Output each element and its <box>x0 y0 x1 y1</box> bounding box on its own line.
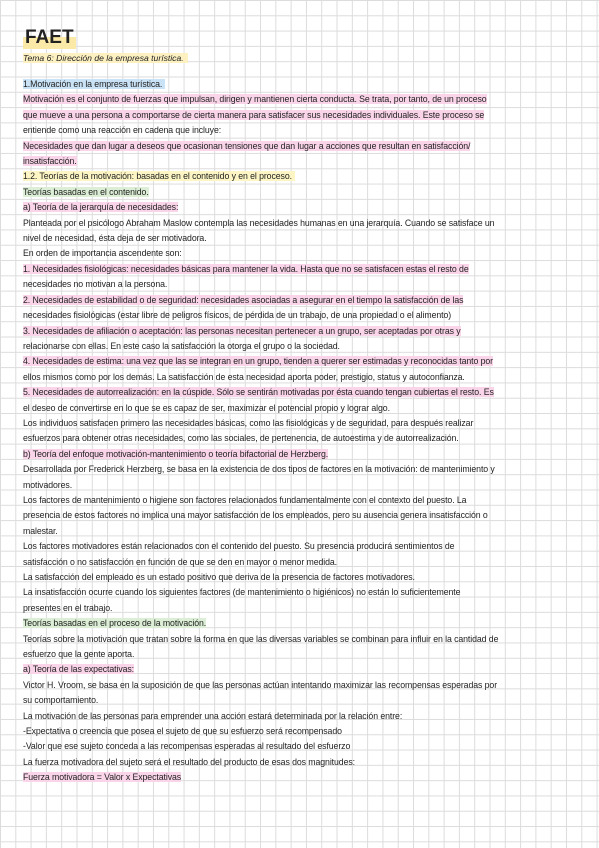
text-line-content: -Expectativa o creencia que posea el sujeto de que su esfuerzo será recompensado <box>23 726 342 737</box>
title-text: FAET <box>25 27 74 48</box>
text-line-content: -Valor que ese sujeto conceda a las recompensas esperadas al resultado del esfuerzo <box>23 741 351 752</box>
text-line <box>23 185 581 200</box>
text-line-content: esfuerzo que la gente aporta. <box>23 649 135 660</box>
text-line-content: Teorías basadas en el proceso de la motivación. <box>23 618 207 629</box>
text-line-content: 5. Necesidades de autorrealización: en la cúspide. Sólo se sentirán motivadas por ésta cuando tengan cubiertas el resto. Es <box>23 387 494 398</box>
text-line <box>23 585 581 600</box>
text-line-content: 4. Necesidades de estima: una vez que las se integran en un grupo, tienden a querer ser estimadas y reconocidas tanto por <box>23 356 493 367</box>
text-line-content: esfuerzos para obtener otras necesidades, como las sociales, de pertenencia, de autoestima y de autorrealización. <box>23 433 459 444</box>
text-line-content: La satisfacción del empleado es un estado positivo que deriva de la presencia de factores motivadores. <box>23 572 415 582</box>
text-line <box>23 277 581 292</box>
text-line-content: Planteada por el psicólogo Abraham Maslow contempla las necesidades humanas en una jerarquía. Cuando se satisface un <box>23 217 495 228</box>
text-line <box>23 139 581 154</box>
text-line <box>23 169 581 184</box>
subtitle-text: Tema 6: Dirección de la empresa turística. <box>23 53 188 63</box>
text-line <box>23 632 581 647</box>
text-line <box>23 92 581 107</box>
text-line <box>23 493 581 508</box>
text-line-content: Motivación es el conjunto de fuerzas que impulsan, dirigen y mantienen cierta conducta. Se trata, por tanto, de un proceso <box>23 94 487 105</box>
text-line <box>23 678 581 693</box>
page-title <box>23 27 581 49</box>
text-line <box>23 647 581 662</box>
text-line <box>23 709 581 724</box>
text-line <box>23 539 581 554</box>
text-line-content: ellos mismos como por los demás. La satisfacción de esta necesidad aporta poder, prestigio, status y autoconfianza. <box>23 371 465 382</box>
text-line <box>23 231 581 246</box>
text-line-content: presencia de estos factores no implica una mayor satisfacción de los empleados, pero su ausencia genera insatisfacción o <box>23 510 488 521</box>
text-line <box>23 123 581 138</box>
text-line <box>23 724 581 739</box>
text-line <box>23 200 581 215</box>
text-line-content: motivadores. <box>23 479 73 490</box>
text-line-content: Los factores motivadores están relacionados con el contenido del puesto. Su presencia producirá sentimientos de <box>23 541 455 552</box>
text-line-content: nivel de necesidad, ésta deja de ser motivadora. <box>23 233 207 244</box>
text-line-content: La motivación de las personas para emprender una acción estará determinada por la relación entre: <box>23 710 403 721</box>
text-line-content: Necesidades que dan lugar a deseos que ocasionan tensiones que dan lugar a acciones que resultan en satisfacción/ <box>23 140 471 151</box>
text-line <box>23 339 581 354</box>
text-line <box>23 77 581 92</box>
text-line-content: necesidades fisiológicas (estar libre de peligros físicos, de pérdida de un trabajo, de una propiedad o el alimento) <box>23 310 452 321</box>
text-line-content: necesidades no motivan a la persona. <box>23 279 168 290</box>
text-line <box>23 555 581 570</box>
page-subtitle <box>23 52 581 64</box>
text-line <box>23 246 581 261</box>
text-line-content: malestar. <box>23 525 58 536</box>
text-line <box>23 601 581 616</box>
text-line <box>23 385 581 400</box>
text-line <box>23 324 581 339</box>
text-line <box>23 693 581 708</box>
text-line-content: Teorías sobre la motivación que tratan sobre la forma en que las diversas variables se combinan para influir en la cantidad de <box>23 633 499 644</box>
text-line <box>23 401 581 416</box>
text-line-content: que mueve a una persona a comportarse de cierta manera para satisfacer sus necesidades individuales. Este proceso se <box>23 109 485 120</box>
text-line-content: a) Teoría de la jerarquía de necesidades: <box>23 202 179 213</box>
text-line <box>23 216 581 231</box>
text-line <box>23 154 581 169</box>
text-line-content: b) Teoría del enfoque motivación-mantenimiento o teoría bifactorial de Herzberg. <box>23 448 329 459</box>
text-line <box>23 770 581 785</box>
text-line-content: 1.Motivación en la empresa turística. <box>23 79 165 89</box>
text-line-content: Los factores de mantenimiento o higiene son factores relacionados fundamentalmente con el contexto del puesto. La <box>23 494 467 505</box>
text-line-content: satisfacción o no satisfacción en función de que se den en mayor o menor medida. <box>23 556 338 567</box>
text-line <box>23 293 581 308</box>
text-line-content: relacionarse con ellas. En este caso la satisfacción la otorga el grupo o la sociedad. <box>23 340 340 351</box>
text-line <box>23 370 581 385</box>
text-line-content: Los individuos satisfacen primero las necesidades básicas, como las fisiológicas y de seguridad, para después realizar <box>23 417 474 428</box>
text-line-content: a) Teoría de las expectativas: <box>23 664 135 675</box>
text-line-content: 1.2. Teorías de la motivación: basadas en el contenido y en el proceso. <box>23 171 295 181</box>
text-line-content: 3. Necesidades de afiliación o aceptación: las personas necesitan pertenecer a un grupo, ser aceptadas por otras y <box>23 325 461 336</box>
text-line <box>23 262 581 277</box>
text-line-content: La insatisfacción ocurre cuando los siguientes factores (de mantenimiento o higiénicos) no están lo suficientemente <box>23 587 461 598</box>
text-line <box>23 570 581 585</box>
text-line-content: el deseo de convertirse en lo que se es capaz de ser, maximizar el potencial propio y lograr algo. <box>23 402 390 413</box>
text-line <box>23 739 581 754</box>
text-line-content: 1. Necesidades fisiológicas: necesidades básicas para mantener la vida. Hasta que no se satisfacen estas el resto de <box>23 263 469 274</box>
text-line <box>23 478 581 493</box>
text-line <box>23 431 581 446</box>
text-line-content: Teorías basadas en el contenido. <box>23 186 149 197</box>
text-line <box>23 508 581 523</box>
text-line <box>23 416 581 431</box>
text-line-content: su comportamiento. <box>23 695 99 706</box>
text-line-content: Victor H. Vroom, se basa en la suposición de que las personas actúan intentando maximizar las recompensas esperadas por <box>23 679 498 690</box>
text-line-content: presentes en el trabajo. <box>23 602 113 613</box>
text-line <box>23 524 581 539</box>
text-line-content: entiende como una reacción en cadena que incluye: <box>23 125 222 136</box>
text-line <box>23 755 581 770</box>
text-line <box>23 108 581 123</box>
text-line-content: Fuerza motivadora = Valor x Expectativas <box>23 772 182 783</box>
text-line <box>23 354 581 369</box>
text-line <box>23 447 581 462</box>
text-line <box>23 662 581 677</box>
text-line-content: Desarrollada por Frederick Herzberg, se basa en la existencia de dos tipos de factores en la motivación: de mantenimiento y <box>23 464 495 475</box>
text-line-content: La fuerza motivadora del sujeto será el resultado del producto de esas dos magnitudes: <box>23 756 355 767</box>
text-line-content: insatisfacción. <box>23 156 77 167</box>
text-line-content: En orden de importancia ascendente son: <box>23 248 182 259</box>
text-line-content: 2. Necesidades de estabilidad o de seguridad: necesidades asociadas a asegurar en el tiempo la satisfacción de las <box>23 294 464 305</box>
text-line <box>23 462 581 477</box>
notes-body <box>23 77 581 786</box>
text-line <box>23 308 581 323</box>
text-line <box>23 616 581 631</box>
